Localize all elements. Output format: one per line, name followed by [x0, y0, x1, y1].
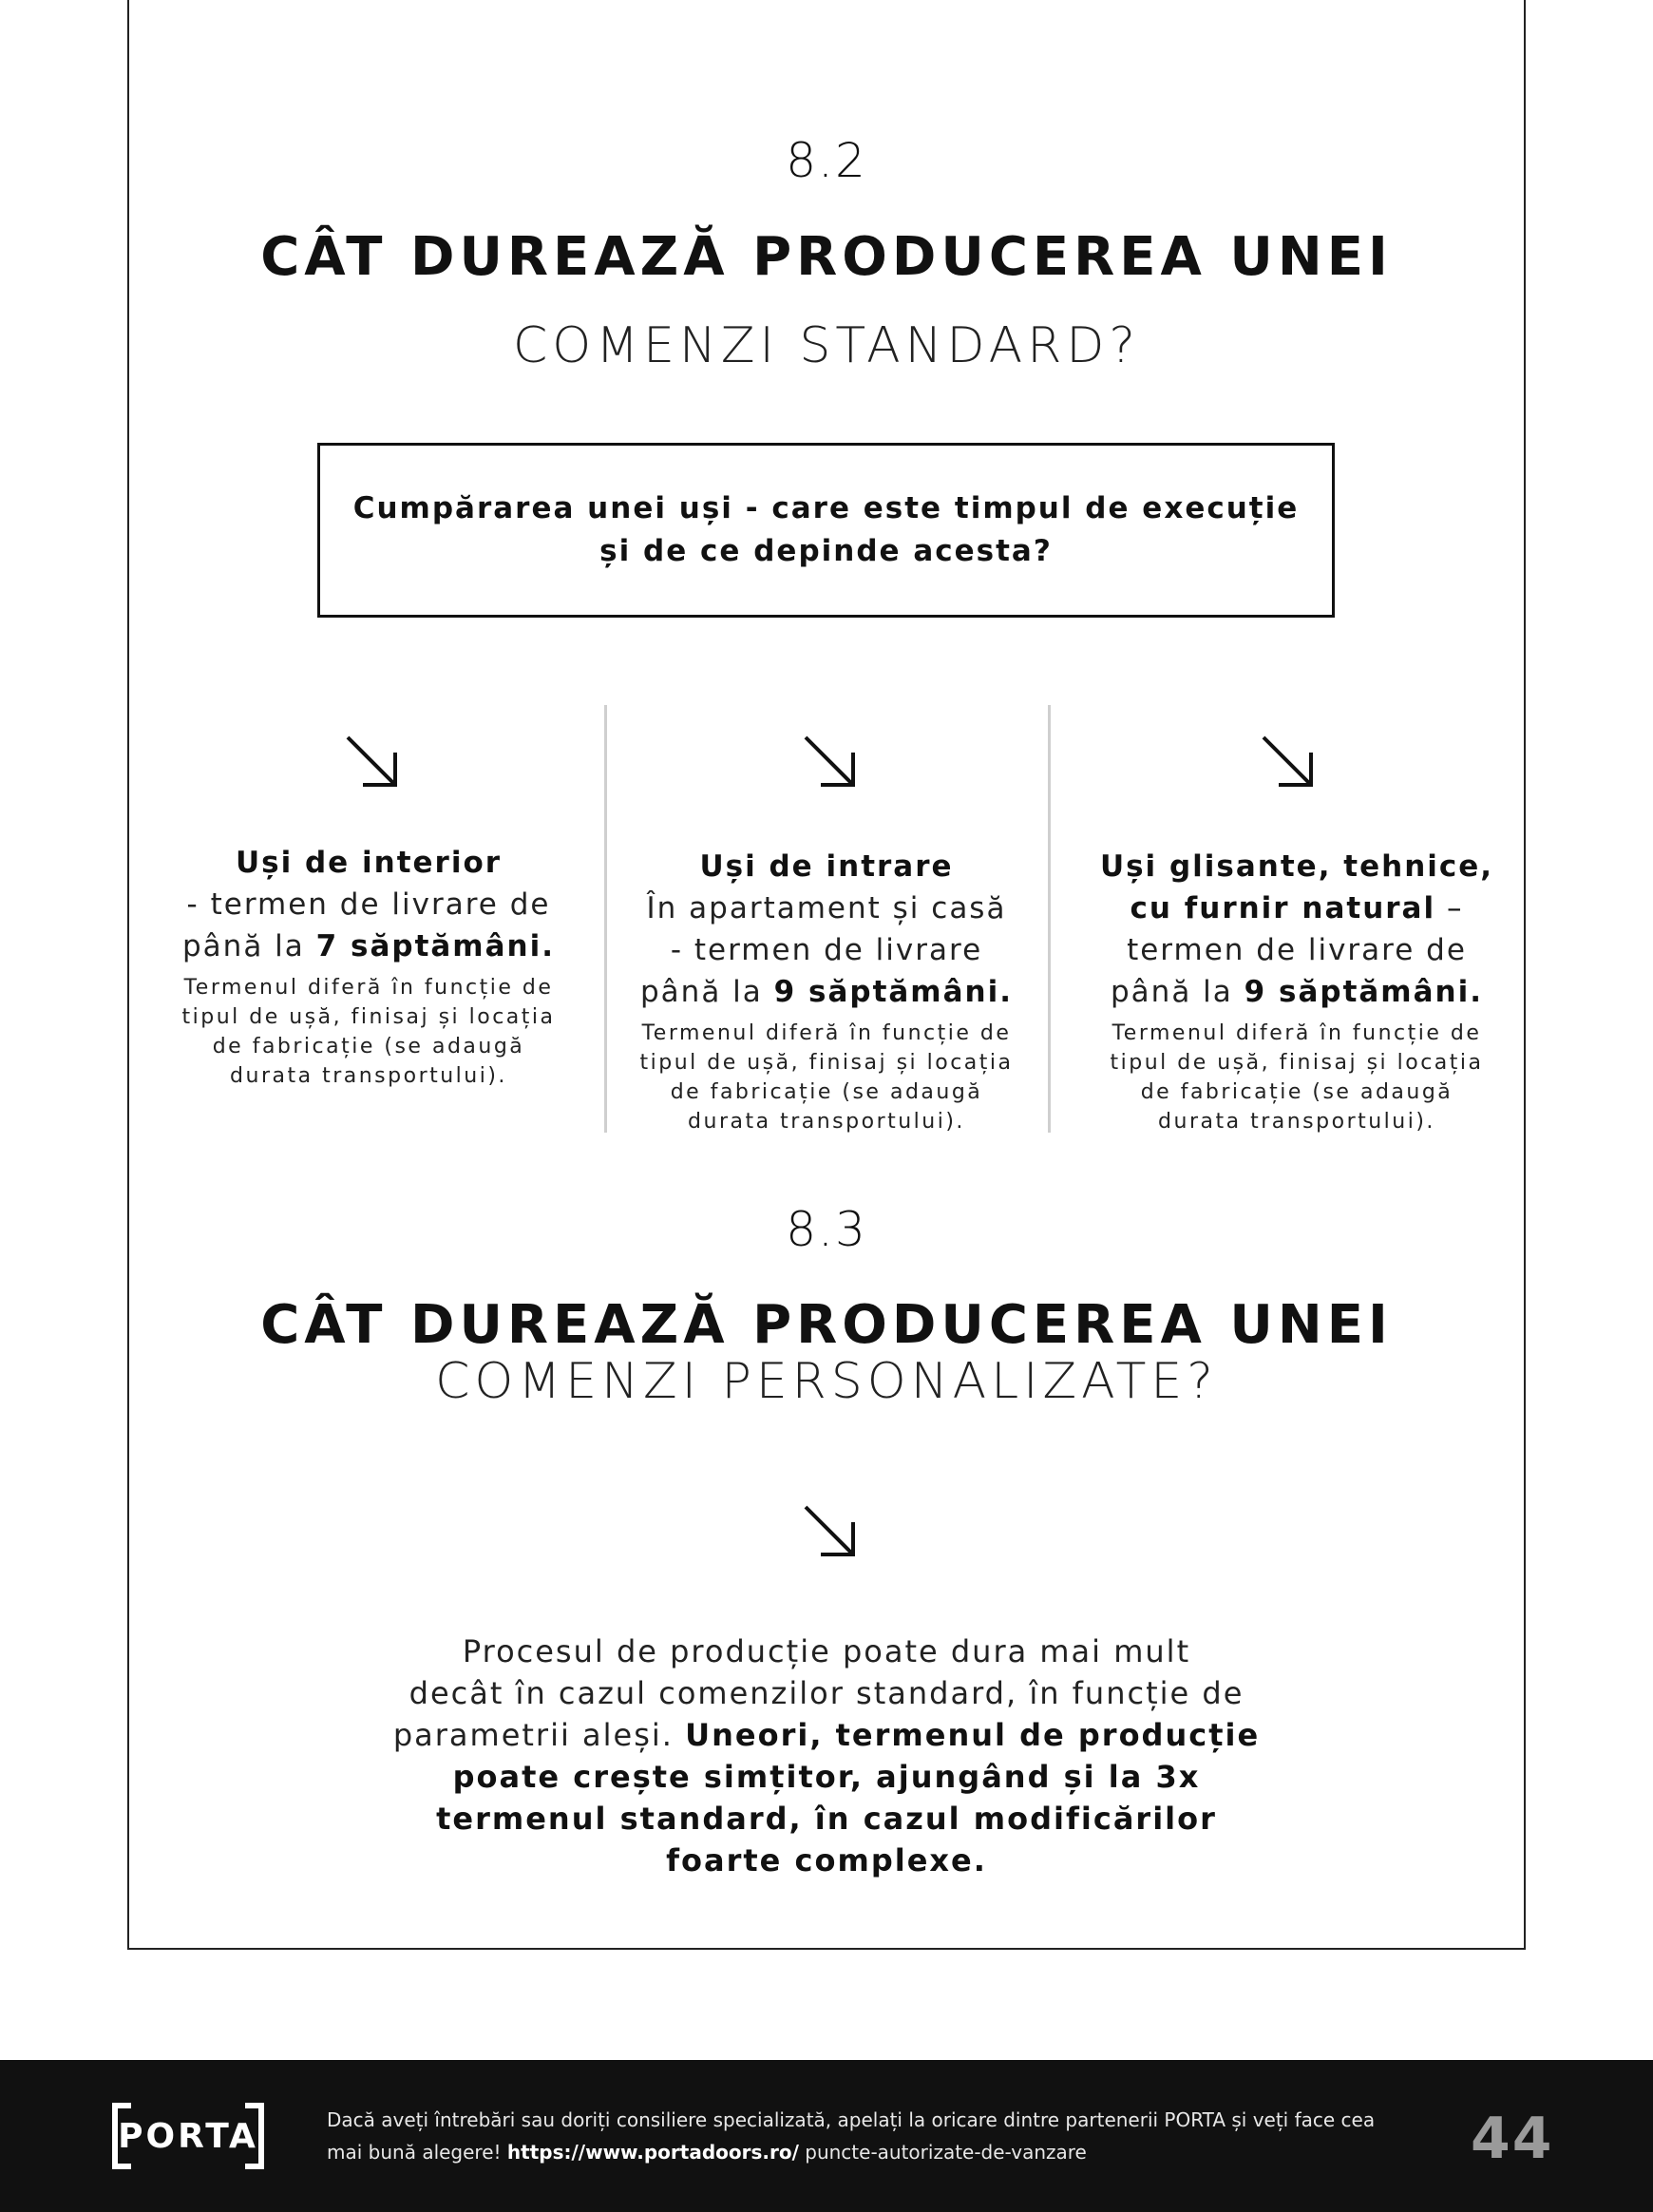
question-box	[317, 443, 1335, 618]
column-interior-doors	[160, 842, 578, 1091]
porta-logo[interactable]: PORTA	[112, 2106, 264, 2166]
column-line: până la 9 săptămâni.	[640, 975, 1013, 1009]
column-line: termen de livrare de	[1127, 933, 1467, 967]
delivery-weeks: 9 săptămâni.	[773, 975, 1013, 1009]
question-line-1: Cumpărarea unei uși - care este timpul de execuție	[352, 491, 1300, 525]
column-note: Termenul diferă în funcție de tipul de ușă, finisaj și locația de fabricație (se adaugă durata transportului).	[639, 1021, 1014, 1134]
column-title: Uși de interior	[235, 846, 503, 880]
column-line: În apartament și casă	[646, 891, 1007, 925]
footer-text: Dacă aveți întrebări sau doriți consiliere specializată, apelați la oricare dintre partenerii PORTA și veți face cea mai bună alegere! https://www.portadoors.ro/ puncte-autorizate-de-vanzare	[327, 2108, 1376, 2164]
question-line-2: și de ce depinde acesta?	[599, 534, 1053, 568]
footer	[0, 2060, 1653, 2212]
column-line: până la 7 săptămâni.	[182, 929, 555, 963]
section-title-bold: CÂT DUREAZĂ PRODUCEREA UNEI	[260, 1294, 1393, 1356]
delivery-weeks: 9 săptămâni.	[1244, 975, 1483, 1009]
section-number-8-2: 8.2	[786, 133, 867, 188]
arrow-down-right-icon	[800, 732, 861, 792]
column-title: Uși de intrare	[699, 849, 954, 884]
footer-link-path[interactable]: puncte-autorizate-de-vanzare	[798, 2141, 1087, 2164]
delivery-weeks: 7 săptămâni.	[315, 929, 555, 963]
column-line: până la 9 săptămâni.	[1111, 975, 1483, 1009]
custom-order-paragraph: Procesul de producție poate dura mai mult decât în cazul comenzilor standard, în funcție de parametrii aleși. Uneori, termenul de producție poate crește simțitor, ajungând și la 3x termenul standard, în cazul modificărilor foarte complexe.	[392, 1633, 1261, 1878]
column-line: - termen de livrare de	[186, 887, 551, 922]
column-sliding-technical-doors	[1083, 846, 1510, 1136]
column-line: - termen de livrare	[670, 933, 983, 967]
section-title-light: COMENZI STANDARD?	[512, 317, 1141, 374]
column-divider	[1048, 705, 1051, 1133]
arrow-down-right-icon	[342, 732, 403, 792]
section-number-8-3: 8.3	[786, 1202, 867, 1257]
column-title: cu furnir natural –	[1130, 891, 1464, 925]
section-title-bold: CÂT DUREAZĂ PRODUCEREA UNEI	[260, 226, 1393, 288]
column-title: Uși glisante, tehnice,	[1099, 849, 1494, 884]
column-note: Termenul diferă în funcție de tipul de ușă, finisaj și locația de fabricație (se adaugă durata transportului).	[1110, 1021, 1484, 1134]
page-number: 44	[1471, 2106, 1554, 2172]
section-title-light: COMENZI PERSONALIZATE?	[435, 1353, 1218, 1410]
arrow-down-right-icon	[1258, 732, 1319, 792]
column-entrance-doors	[627, 846, 1026, 1136]
column-divider	[604, 705, 607, 1133]
footer-link[interactable]: https://www.portadoors.ro/	[506, 2141, 799, 2164]
arrow-down-right-icon	[800, 1501, 861, 1562]
column-note: Termenul diferă în funcție de tipul de ușă, finisaj și locația de fabricație (se adaugă durata transportului).	[181, 976, 556, 1088]
